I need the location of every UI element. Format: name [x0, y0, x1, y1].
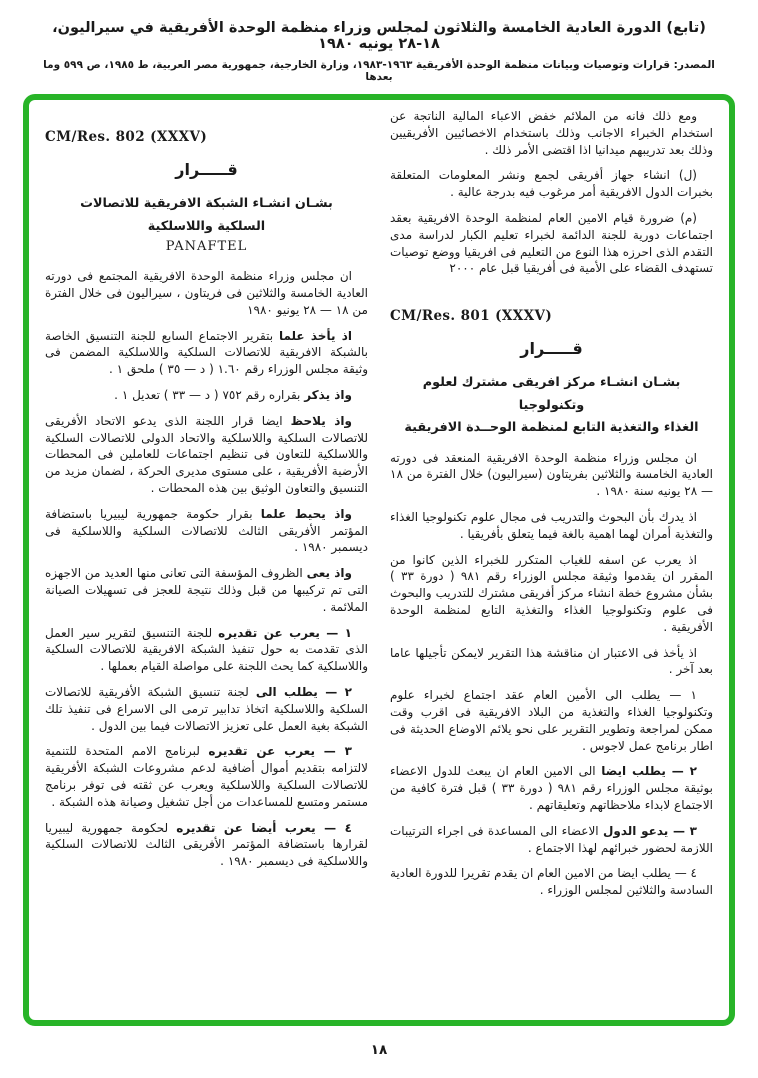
paragraph — [390, 645, 713, 679]
resolution-801-subtitle — [390, 372, 713, 439]
resolution-801-subtitle-line2: الغذاء والتغذية التابع لمنظمة الوحــدة الافريقية — [404, 420, 699, 436]
paragraph-text: ومع ذلك فانه من الملائم خفض الاعباء المالية الناتجة عن استخدام الخبراء الاجانب وذلك باستخدام الاخصائيين الأفريقيين وذلك بعد تدريبهم ميدانيا اذا اقتضى الأمر ذلك . — [390, 109, 713, 157]
paragraph — [45, 565, 368, 615]
paragraph-text: ١ — يطلب الى الأمين العام عقد اجتماع لخبراء علوم وتكنولوجيا الغذاء والتغذية من البلاد الافريقية فى اقرب وقت ممكن لمراجعة وتطوير التقرير على نحو يلائم الاوضاع الحديثة فى اطار برنامج عمل لاجوس . — [390, 688, 713, 753]
paragraph-lead: ٣ — يعرب عن تقديره — [208, 744, 352, 759]
paragraph-lead: واذ يعى — [306, 566, 352, 581]
paragraph — [45, 387, 368, 404]
item-meem-paragraph — [390, 210, 713, 277]
item-lam-paragraph — [390, 167, 713, 201]
paragraph-text: اذ يدرك بأن البحوث والتدريب فى مجال علوم تكنولوجيا الغذاء والتغذية أمران لهما اهمية بالغة فيما يتعلق بأفريقيا . — [390, 510, 713, 541]
doc-ref-801: CM/Res. 801 (XXXV) — [390, 308, 553, 325]
page-number: ١٨ — [370, 1042, 388, 1058]
paragraph-text: بقراره رقم ٧٥٢ ( د — ٣٣ ) تعديل ١ . — [114, 388, 301, 403]
paragraph-text: ٤ — يطلب ايضا من الامين العام ان يقدم تقريرا للدورة العادية السادسة والثلاثين لمجلس الوزراء . — [390, 866, 713, 898]
two-column-layout — [45, 108, 713, 1020]
paragraph-text: لجنة تنسيق الشبكة الأفريقية للاتصالات السلكية واللاسلكية اتخاذ تدابير ترمى الى الاسراع فى تنفيذ تلك الشبكة بغية العمل على تعزيز الاتصالات فيما بين الدول . — [45, 684, 368, 733]
paragraph — [45, 268, 368, 318]
resolution-801-subtitle-line1: بشـان انشـاء مركز افريقى مشترك لعلوم وتكنولوجيا — [422, 375, 681, 413]
paragraph-text: اذ يأخذ فى الاعتبار ان مناقشة هذا التقرير لايمكن تأجيلها عاما بعد آخر . — [390, 645, 713, 677]
paragraph-text: الظروف المؤسفة التى تعانى منها العديد من الاجهزه التى تم تركيبها من قبل وذلك نتيجة للعجز فى تسهيلات الصيانة الملائمة . — [45, 566, 368, 614]
numbered-clause-1 — [45, 625, 368, 675]
paragraph-text: للجنة التنسيق لتقرير سير العمل الذى تقدمت به حول تنفيذ الشبكة الافريقية للاتصالات السلكية واللاسلكية كما يحث اللجنة على مواصلة القيام بعملها . — [45, 625, 368, 674]
paragraph-text: (م) ضرورة قيام الامين العام لمنظمة الوحدة الافريقية بعقد اجتماعات دورية للجنة الدائمة لخبراء تعليم الكبار لدراسة مدى التقدم الذى احرزه هذا النوع من التعليم فى افريقيا ووضع توصيات تستهدف القضاء على الأمية فى أفريقيا قبل عام ٢٠٠٠ — [390, 210, 713, 276]
paragraph-text: بقرار حكومة جمهورية ليبيريا باستضافة المؤتمر الأفريقى الثالث للاتصالات السلكية واللاسلكية فى ديسمبر ١٩٨٠ . — [45, 506, 368, 555]
column-left-res-802 — [45, 108, 368, 1020]
numbered-clause-1 — [390, 687, 713, 754]
paragraph-text: ان مجلس وزراء منظمة الوحدة الافريقية المجتمع فى دورته العادية الخامسة والثلاثين فى فريتاون ، سيراليون فى خلال الفترة من ١٨ — ٢٨ يونيو ١٩٨٠ — [45, 269, 368, 317]
paragraph-lead: ٣ — يدعو الدول — [602, 823, 697, 838]
paragraph-text: (ل) انشاء جهاز أفريقى لجمع ونشر المعلومات المتعلقة بخبرات الدول الافريقية أمر مرغوب فيه بدرجة عالية . — [390, 168, 713, 200]
paragraph — [45, 506, 368, 556]
paragraph-lead: واذ يذكر — [304, 388, 352, 403]
header-source-line: المصدر: قرارات وتوصيات وبيانات منظمة الوحدة الأفريقية ١٩٦٣-١٩٨٣، وزارة الخارجية، جمهورية مصر العربية، ط ١٩٨٥، ص ٥٩٩ وما بعدها — [43, 59, 715, 83]
paragraph-text: الى الامين العام ان يبعث للدول الاعضاء بوثيقة مجلس الوزراء رقم ٩٨١ ( دورة ٣٣ ) قبل فترة كافية من الاجتماع لابداء ملاحظاتهم وتعليقاتهم . — [390, 764, 713, 812]
header-session-line: (تابع) الدورة العادية الخامسة والثلاثون لمجلس وزراء منظمة الوحدة الأفريقية في سيراليون، ١٨-٢٨ يونيه ١٩٨٠ — [52, 20, 706, 52]
paragraph — [390, 450, 713, 500]
numbered-clause-3 — [45, 743, 368, 810]
resolution-802-subtitle-line2: السلكية واللاسلكية — [147, 218, 266, 234]
resolution-802-title: قـــــرار — [175, 159, 238, 179]
paragraph-lead: اذ يأخذ علما — [278, 328, 352, 343]
panaftel-title: PANAFTEL — [165, 239, 248, 255]
resolution-802-subtitle-line1: بشـان انشـاء الشبكة الافريقية للاتصالات — [80, 196, 333, 212]
doc-ref-802: CM/Res. 802 (XXXV) — [45, 129, 208, 145]
page-header — [0, 0, 758, 83]
paragraph-text: لحكومة جمهورية ليبيريا لقرارها باستضافة المؤتمر الأفريقى الثالث للاتصالات السلكية واللاسلكية فى ديسمبر ١٩٨٠ . — [45, 820, 368, 869]
resolution-802-subtitle — [45, 193, 368, 256]
continuation-paragraph — [390, 108, 713, 158]
numbered-clause-4 — [390, 865, 713, 899]
paragraph-text: بتقرير الاجتماع السابع للجنة التنسيق الخاصة بالشبكة الافريقية للاتصالات السلكية واللاسلكية المضمن فى وثيقة مجلس الوزراء رقم ١.٦٠ ( د — ٣٥ ) ملحق ١ . — [45, 328, 368, 377]
paragraph-text: لبرنامج الامم المتحدة للتنمية لالتزامه بتقديم أموال أضافية لدعم مشروعات الشبكة الأفريقية للاتصالات السلكية واللاسلكية ويعرب عن ثقته فى توفر برنامج مستمر ومتسع للمساعدات من أجل تشغيل وصيانة هذه الشبكة . — [45, 744, 368, 809]
paragraph-lead: واذ يحيط علما — [260, 506, 352, 521]
paragraph-lead: ٤ — يعرب أيضا عن تقديره — [176, 820, 352, 835]
resolution-801-title: قـــــرار — [520, 339, 583, 359]
paragraph — [390, 509, 713, 543]
paragraph-text: ايضا قرار اللجنة الذى يدعو الاتحاد الأفريقى للاتصالات السلكية واللاسلكية والاتحاد الدولى للاتصالات السلكية واللاسلكية للتعاون فى تنظيم اجتماعات للعاملين فى المحطات الأرضية الأفريقية ، على مستوى مديرى الحركة ، لضمان مزيد من التنسيق والتعاون الوثيق بين هذه المحطات . — [45, 413, 368, 496]
paragraph-lead: ٢ — يطلب ايضا — [601, 764, 697, 779]
paragraph-text: الاعضاء الى المساعدة فى اجراء الترتيبات اللازمة لحضور خبرائهم لهذا الاجتماع . — [390, 823, 713, 855]
paragraph — [390, 552, 713, 636]
column-right-res-801 — [390, 108, 713, 1020]
paragraph-lead: واذ يلاحظ — [290, 413, 352, 428]
paragraph-lead: ١ — يعرب عن تقديره — [218, 625, 352, 640]
paragraph-lead: ٢ — يطلب الى — [255, 684, 352, 699]
paragraph-text: ان مجلس وزراء منظمة الوحدة الافريقية المنعقد فى دورته العادية الخامسة والثلاثين بفريتاون (سيراليون) خلال الفترة من ١٨ — ٢٨ يونيه سنة ١٩٨٠ . — [390, 450, 713, 499]
green-border-box — [23, 94, 735, 1026]
paragraph-text: اذ يعرب عن اسفه للغياب المتكرر للخبراء الذين كانوا من المقرر ان يقدموا وثيقة مجلس الوزراء رقم ٩٨١ ( دورة ٣٣ ) بشأن مشروع خطة انشاء مركز أفريقى مشترك للتدريب والبحوث فى علوم وتكنولوجيا الغذاء والتغذية التابع لمنظمة الوحدة الأفريقية . — [390, 552, 713, 634]
numbered-clause-3 — [390, 823, 713, 857]
numbered-clause-2 — [390, 763, 713, 813]
paragraph — [45, 328, 368, 378]
paragraph — [45, 413, 368, 497]
numbered-clause-4 — [45, 820, 368, 870]
numbered-clause-2 — [45, 684, 368, 734]
